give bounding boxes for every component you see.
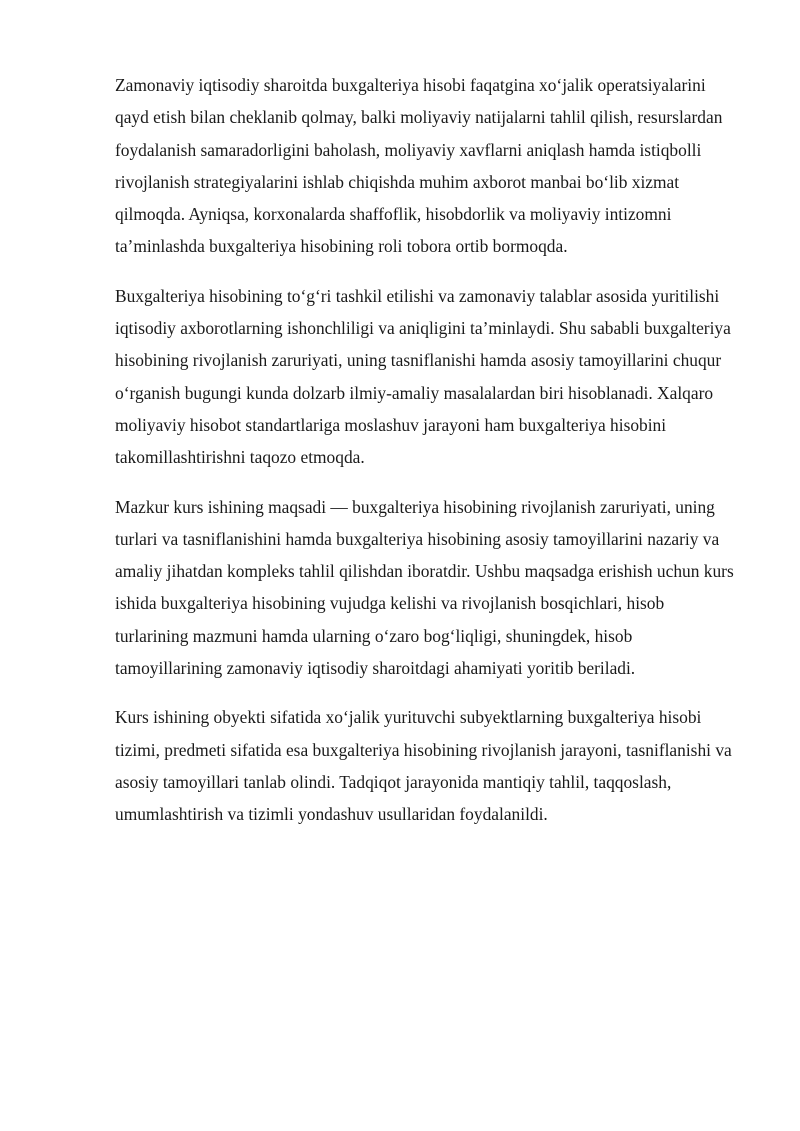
paragraph-purpose: Mazkur kurs ishining maqsadi — buxgalteriya hisobining rivojlanish zaruriyati, uning turlari va tasniflanishini hamda buxgalteriya hisobining asosiy tamoyillarini nazariy va amaliy jihatdan kompleks tahlil qilishdan iboratdir. Ushbu maqsadga erishish uchun kurs ishida buxgalteriya hisobining vujudga kelishi va rivojlanish bosqichlari, hisob turlarining mazmuni hamda ularning o‘zaro bog‘liqligi, shuningdek, hisob tamoyillarining zamonaviy iqtisodiy sharoitdagi ahamiyati yoritib beriladi. <box>115 496 734 679</box>
paragraph-object-subject: Kurs ishining obyekti sifatida xo‘jalik yurituvchi subyektlarning buxgalteriya hisobi tizimi, predmeti sifatida esa buxgalteriya hisobining rivojlanish jarayoni, tasniflanishi va asosiy tamoyillari tanlab olindi. Tadqiqot jarayonida mantiqiy tahlil, taqqoslash, umumlashtirish va tizimli yondashuv usullaridan foydalanildi. <box>115 707 732 825</box>
paragraph-relevance: Buxgalteriya hisobining to‘g‘ri tashkil etilishi va zamonaviy talablar asosida yuritilishi iqtisodiy axborotlarning ishonchliligi va aniqligini ta’minlaydi. Shu sababli buxgalteriya hisobining rivojlanish zaruriyati, uning tasniflanishi hamda asosiy tamoyillarini chuqur o‘rganish bugungi kunda dolzarb ilmiy-amaliy masalalardan biri hisoblanadi. Xalqaro moliyaviy hisobot standartlariga moslashuv jarayoni ham buxgalteriya hisobini takomillashtirishni taqozo etmoqda. <box>115 285 731 468</box>
paragraph-introduction: Zamonaviy iqtisodiy sharoitda buxgalteriya hisobi faqatgina xo‘jalik operatsiyalarini qayd etish bilan cheklanib qolmay, balki moliyaviy natijalarni tahlil qilish, resurslardan foydalanish samaradorligini baholash, moliyaviy xavflarni aniqlash hamda istiqbolli rivojlanish strategiyalarini ishlab chiqishda muhim axborot manbai bo‘lib xizmat qilmoqda. Ayniqsa, korxonalarda shaffoflik, hisobdorlik va moliyaviy intizomni ta’minlashda buxgalteriya hisobining roli tobora ortib bormoqda. <box>115 75 723 257</box>
